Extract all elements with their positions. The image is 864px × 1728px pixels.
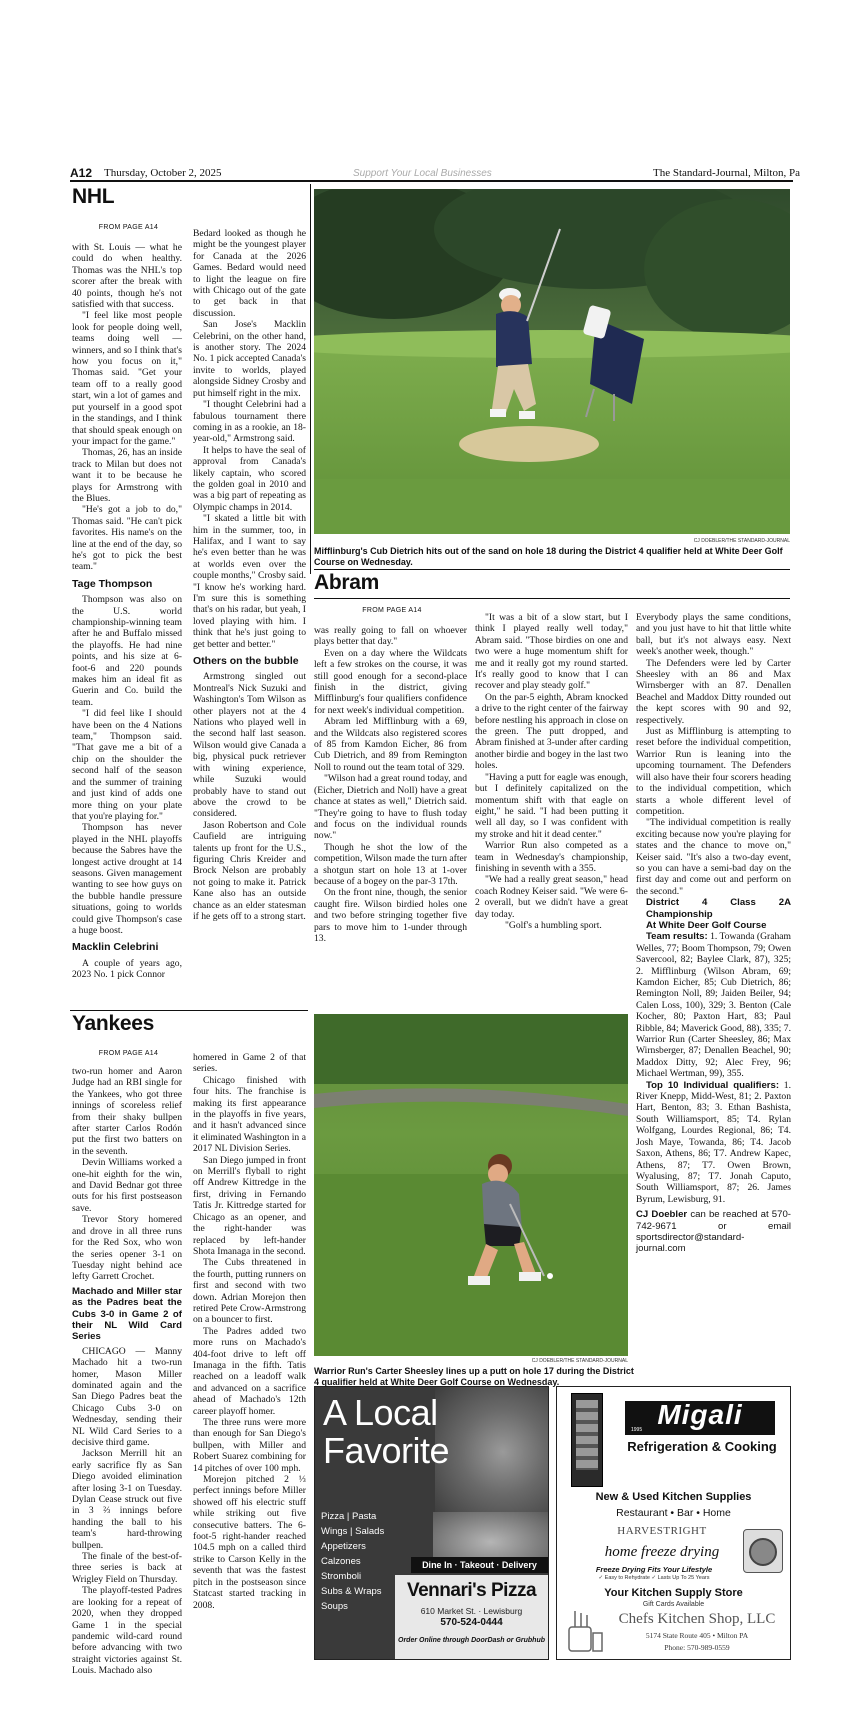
- paragraph: Everybody plays the same conditions, and you just have to hit that little white ball, but it's not always easy. Next week's another week, though.": [636, 612, 791, 658]
- fridge-shelves: [576, 1400, 598, 1470]
- fridge-image: [571, 1393, 603, 1487]
- paragraph: "Golf's a humbling sport.: [505, 919, 602, 931]
- paragraph: The Defenders were led by Carter Sheesley with an 86 and Max Wirnsberger with an 87. Denallen Beachel and Maddox Ditty rounded out the kept scores with 90 and 92, respectively.: [636, 657, 791, 726]
- paragraph: Chicago finished with four hits. The franchise is making its first appearance in the playoffs in five years, and it hasn't advanced since it eliminated Washington in a 2017 NL Division Series.: [193, 1074, 306, 1155]
- paragraph: The Padres added two more runs on Machado's 404-foot drive to left off Imanaga in the fifth. Tatis reached on a leadoff walk and advanced on a sacrifice ahead of Machado's 12th career playoff homer.: [193, 1325, 306, 1417]
- team-results: 1. Towanda (Graham Welles, 77; Boom Thompson, 79; Owen Savercool, 82; Baylee Clark, 87), 325; 2. Mifflinburg (Wilson Abram, 69; Kamdon Eicher, 85; Cub Dietrich, 86; Remington Noll, 89; Jaiden Beiler, 94; Calen Loss, 100), 329; 3. Benton (Cale Kocher, 80; Paxton Hart, 83; Paul Ribble, 84; Maverick Good, 88), 335; 7. Warrior Run (Carter Sheesley, 86; Max Wirnsberger, 87; Denallen Beachel, 90; Maddox Ditty, 92; Alec Frey, 96; Michael Wertman, 99), 355.: [636, 931, 792, 1080]
- photo1-caption: Mifflinburg's Cub Dietrich hits out of the sand on hole 18 during the District 4 qualifier held at White Deer Golf Course on Wednesday.: [314, 546, 783, 567]
- dryer-door: [749, 1538, 777, 1566]
- freeze-slogan: Freeze Drying Fits Your Lifestyle: [595, 1565, 713, 1574]
- author-contact: can be reached at 570-742-9671 or email sportsdirector@standard-journal.com: [636, 1209, 791, 1255]
- results-title: District 4 Class 2A Championship: [646, 897, 791, 920]
- yankees-column-2: [193, 1052, 306, 1611]
- results-location: At White Deer Golf Course: [646, 919, 767, 931]
- paragraph: Thompson was also on the U.S. world championship-winning team after he and Buffalo missed the playoffs. He had nine points, and his size at 6-foot-6 and 220 pounds makes him an ideal fit as Guerin and Co. build the team.: [72, 594, 182, 708]
- paragraph: San Jose's Macklin Celebrini, on the other hand, is another story. The 2024 No. 1 pick accepted Canada's invite to worlds, played alongside Sidney Crosby and put himself right in the mix.: [193, 319, 306, 399]
- pizza-image: [435, 1387, 548, 1517]
- paragraph: "It was a bit of a slow start, but I think I played really well today," Abram said. "Those birdies on one and two were a huge momentum shift for me and it really got my round started. It's really good to know that I can recover and play steady golf.": [475, 612, 628, 692]
- ad-address: 610 Market St. · Lewisburg: [420, 1606, 523, 1616]
- abram-column-3: [636, 612, 791, 1255]
- shop-phone: Phone: 570-989-0559: [664, 1643, 730, 1652]
- author-name: CJ Doebler: [636, 1209, 688, 1221]
- nhl-column-2: [193, 228, 306, 922]
- menu-item: Stromboli: [321, 1571, 362, 1582]
- abram-from-page: FROM PAGE A14: [362, 607, 422, 614]
- store-tagline: Your Kitchen Supply Store: [604, 1587, 743, 1599]
- header-tagline: Support Your Local Businesses: [353, 168, 492, 179]
- harvestright-logo: HARVESTRIGHT: [617, 1525, 707, 1537]
- team-results-label: Team results:: [646, 931, 708, 943]
- paragraph: CHICAGO — Manny Machado hit a two-run homer, Mason Miller dominated again and the San Diego Padres beat the Chicago Cubs 3-0 on Wednesday, sending their NL Wild Card Series to a decisive third game.: [72, 1345, 182, 1448]
- paragraph: "I thought Celebrini had a fabulous tournament there coming in as a rookie, an 18-year-old," Armstrong said.: [193, 399, 306, 445]
- paper-name: The Standard-Journal, Milton, Pa: [653, 167, 800, 179]
- paragraph: "Having a putt for eagle was enough, but I definitely capitalized on the momentum shift with that eagle on eight," he said. "I had been putting it well all day, so I was confident with my stroke and hit it dead center.": [475, 771, 628, 840]
- freeze-dryer-image: [743, 1529, 783, 1573]
- menu-item: Wings | Salads: [321, 1526, 385, 1537]
- subhead-padres: Machado and Miller star as the Padres beat the Cubs 3-0 in Game 2 of their NL Wild Card Series: [72, 1285, 182, 1343]
- paragraph: Abram led Mifflinburg with a 69, and the Wildcats also registered scores of 85 from Kamdon Eicher, 86 from Cub Dietrich, and 89 from Remington Noll to round out the team total of 329.: [314, 716, 467, 773]
- yankees-column-1: [72, 1066, 182, 1677]
- subhead-macklin-celebrini: Macklin Celebrini: [72, 941, 159, 954]
- paragraph: "We had a really great season," head coach Rodney Keiser said. "We were 6-2 overall, but we didn't have a great day today.: [475, 874, 628, 920]
- paragraph: Devin Williams worked a one-hit eighth for the win, and David Bednar got three outs for his first postseason save.: [72, 1157, 182, 1214]
- nhl-headline: NHL: [72, 185, 115, 208]
- migali-ad: [556, 1386, 791, 1660]
- nhl-column-1: [72, 242, 182, 981]
- photo1-credit: CJ DOEBLER/THE STANDARD-JOURNAL: [693, 538, 790, 544]
- shop-address: 5174 State Route 405 • Milton PA: [645, 1631, 749, 1640]
- ad-restaurant-name: Vennari's Pizza: [406, 1580, 537, 1601]
- paragraph: Though he shot the low of the competition, Wilson made the turn after a shotgun start on hole 13 at 1-over because of a bogey on the par-3 17th.: [314, 841, 467, 887]
- paragraph: Jason Robertson and Cole Caufield are intriguing talents up front for the U.S., figuring Chris Kreider and Brock Nelson are probably not going to make it. Patrick Kane also has an outside chance as an elder statesman if he gets off to a strong start.: [193, 819, 306, 922]
- paragraph: The finale of the best-of-three series is back at Wrigley Field on Thursday.: [72, 1551, 182, 1585]
- paragraph: The three runs were more than enough for San Diego's bullpen, with Miller and Robert Suarez combining for 14 pitches of over 100 mph.: [193, 1417, 306, 1474]
- paragraph: On the par-5 eighth, Abram knocked a drive to the right center of the fairway before nestling his approach in close on the green. The putt dropped, and Abram finished at 3-under after carding another birdie and bogey in the last two holes.: [475, 691, 628, 772]
- nhl-col1-a: [72, 242, 182, 573]
- migali-logo: [625, 1401, 775, 1435]
- migali-brand: Migali: [657, 1399, 743, 1430]
- paragraph: Morejon pitched 2 ⅓ perfect innings before Miller showed off his electric stuff while striking out five consecutive batters. The 6-foot-5 right-hander reached 104.5 mph on a called third strike to Carson Kelly in the seventh that was the fastest pitch in the postseason since Statcast started tracking in 2008.: [193, 1474, 306, 1611]
- paragraph: "The individual competition is really exciting because now you're playing for states and the chance to move on," Keiser said. "It's also a two-day event, so you can have a semi-bad day on the first day and come out and perform on the second.": [636, 817, 791, 897]
- ad-menu-list: [321, 1509, 385, 1614]
- gift-cards: Gift Cards Available: [642, 1601, 705, 1608]
- paragraph: The playoff-tested Padres are looking for a repeat of 2020, when they dropped Game 1 in the special pandemic wild-card round before advancing with two straight victories against St. Louis. Machado also: [72, 1585, 182, 1677]
- menu-item: Pizza | Pasta: [321, 1511, 377, 1522]
- paragraph: Armstrong singled out Montreal's Nick Suzuki and Washington's Tom Wilson as other players not at the 4 Nations who played well in the second half last season. Wilson would give Canada a big, physical puck retriever with wining experience, while Suzuki would probably have to stand out above the crowd to be considered.: [193, 671, 306, 820]
- paragraph: Thomas, 26, has an inside track to Milan but does not want it to be because he plays for Armstrong with the Blues.: [72, 447, 182, 504]
- nhl-col1-b: [72, 594, 182, 936]
- paragraph: Warrior Run also competed as a team in Wednesday's championship, finishing in seventh with a 355.: [475, 840, 628, 874]
- paragraph: "I skated a little bit with him in the summer, too, in Halifax, and I want to say he's even better than he was at worlds even over the couple months," Crosby said. "I know he's working hard. I'm sure this is something that's on his radar, but yeah, I loved playing with him. I think that he's just going to get better and better.": [193, 513, 306, 650]
- categories-line: Restaurant • Bar • Home: [616, 1507, 731, 1519]
- kitchen-tools-drawing: [565, 1609, 605, 1653]
- kitchen-tools-icon: [565, 1609, 605, 1653]
- section-rule: [70, 1010, 308, 1011]
- paragraph: was really going to fall on whoever plays better that day.": [314, 625, 467, 648]
- abram-headline: Abram: [314, 571, 380, 594]
- ad-order-online: Order Online through DoorDash or Grubhub: [398, 1637, 545, 1644]
- shop-name: Chefs Kitchen Shop, LLC: [618, 1611, 776, 1627]
- golf-photo-sand-shot: [314, 189, 790, 534]
- photo2-caption: Warrior Run's Carter Sheesley lines up a putt on hole 17 during the District 4 qualifier held at White Deer Golf Course on Wednesday.: [314, 1366, 634, 1387]
- paragraph: "He's got a job to do," Thomas said. "He can't pick favorites. His name's on the line at the end of the day, so he's got to pick the best team.": [72, 504, 182, 573]
- abram-column-1: [314, 625, 467, 944]
- photo-illustration: [314, 1014, 628, 1356]
- paragraph: Just as Mifflinburg is attempting to reset before the individual competition, Warrior Run is leaning into the upcoming tournament. The Defenders will also have their four scorers heading to the individual competition, which starts a whole different level of competition.: [636, 726, 791, 817]
- column-rule: [310, 184, 311, 574]
- issue-date: Thursday, October 2, 2025: [104, 167, 222, 179]
- paragraph: "I did feel like I should have been on the 4 Nations team," Thompson said. "That gave me a bit of a chip on the shoulder the second half of the season and the summer of training and just kind of adds one more thing on your plate that you're playing for.": [72, 708, 182, 822]
- abram-column-2: [475, 612, 628, 931]
- section-rule: [314, 569, 790, 570]
- ad-phone: 570-524-0444: [440, 1617, 503, 1628]
- paragraph: On the front nine, though, the senior caught fire. Wilson birdied holes one and two before stringing together five pars to move him to 1-under through 13.: [314, 887, 467, 944]
- header-rule: [70, 180, 793, 182]
- menu-item: Subs & Wraps: [321, 1586, 382, 1597]
- section-rule: [314, 598, 790, 599]
- ad-headline-line2: Favorite: [323, 1430, 450, 1471]
- paragraph: Trevor Story homered and drove in all three runs for the Red Sox, who won the series opener 3-1 on Tuesday night behind ace lefty Garrett Crochet.: [72, 1214, 182, 1283]
- menu-item: Soups: [321, 1601, 348, 1612]
- nhl-from-page: FROM PAGE A14: [98, 224, 159, 231]
- menu-item: Appetizers: [321, 1541, 366, 1552]
- paragraph: Bedard looked as though he might be the youngest player for Canada at the 2026 Games. Bedard would need to light the league on fire with Chicago out of the gate to get back in that discussion.: [193, 228, 306, 319]
- photo-illustration: [314, 189, 790, 534]
- supplies-line: New & Used Kitchen Supplies: [595, 1491, 752, 1503]
- paragraph: two-run homer and Aaron Judge had an RBI single for the Yankees, who got three innings of scoreless relief from their shaky bullpen after starter Carlos Rodón put the first two batters on in the seventh.: [72, 1066, 182, 1157]
- paragraph: Thompson has never played in the NHL playoffs because the Sabres have the longest active drought at 14 seasons. Given management wanting to see how guys on the bubble handle pressure situations, going to worlds could give Thompson's case a huge boost.: [72, 822, 182, 936]
- paragraph: It helps to have the seal of approval from Canada's likely captain, who scored the golden goal in 2010 and was a big part of repeating as Olympic champs in 2014.: [193, 444, 306, 513]
- migali-tagline: Refrigeration & Cooking: [627, 1439, 777, 1454]
- individual-results-label: Top 10 Individual qualifiers:: [646, 1079, 780, 1091]
- individual-results: 1. River Knepp, Midd-West, 81; 2. Paxton Hart, Benton, 83; 3. Ethan Bashista, South Williamsport, 85; T4. Rylan Wolfgang, Lourdes Regional, 86; T4. Josh Maye, Towanda, 86; T4. Jacob Saxon, Athens, 86; T7. Andrew Kapec, Athens, 87; T7. Owen Brown, Wyalusing, 87; T7. Jonah Caputo, South Williamsport, 87; 26. James Byrum, Lewisburg, 91.: [636, 1079, 791, 1205]
- subhead-tage-thompson: Tage Thompson: [72, 577, 153, 590]
- freeze-benefits: ✓ Easy to Rehydrate ✓ Lasts Up To 25 Years: [598, 1575, 710, 1581]
- migali-since: 1995: [631, 1427, 643, 1433]
- paragraph: homered in Game 2 of that series.: [193, 1052, 306, 1075]
- paragraph: Even on a day where the Wildcats left a few strokes on the course, it was still good enough for a second-place finish in the district, giving Mifflinburg's four qualifiers confidence for next week's individual competition.: [314, 647, 467, 716]
- paragraph: San Diego jumped in front on Merrill's flyball to right off Andrew Kittredge in the first, driving in Fernando Tatis Jr. Kittredge started for Chicago as an opener, and the right-hander was replaced by left-hander Shota Imanaga in the second.: [193, 1154, 306, 1257]
- subhead-others-on-the-bubble: Others on the bubble: [193, 655, 299, 668]
- paragraph: "I feel like most people look for people doing well, teams doing well — winners, and so I think that's how you focus on it," Thomas said. "Get your team off to a really good start, win a lot of games and put yourself in a good spot in the standings, and I think that should speak enough on your impact for the game.": [72, 310, 182, 447]
- menu-item: Calzones: [321, 1556, 361, 1567]
- yankees-from-page: FROM PAGE A14: [98, 1050, 159, 1057]
- paragraph: The Cubs threatened in the fourth, putting runners on first and second with two down. Adrian Morejon then retired Pete Crow-Armstrong on a bouncer to first.: [193, 1257, 306, 1326]
- ad-headline-line1: A Local: [323, 1392, 438, 1433]
- paragraph: A couple of years ago, 2023 No. 1 pick Connor: [72, 957, 182, 981]
- paragraph: with St. Louis — what he could do when healthy. Thomas was the NHL's top scorer after the break with 40 points, though he's not satisfied with that success.: [72, 242, 182, 311]
- paragraph: Jackson Merrill hit an early sacrifice fly as San Diego avoided elimination after losing 3-1 on Tuesday. Dylan Cease struck out five in 3 ⅔ innings before handing the ball to his team's hard-throwing bullpen.: [72, 1448, 182, 1551]
- paragraph: "Wilson had a great round today, and (Eicher, Dietrich and Noll) have a great chance at states as well," Dietrich said. "They're going to have to flush today and focus on the individual rounds now.": [314, 773, 467, 842]
- ad-service-banner: Dine In · Takeout · Delivery: [411, 1557, 548, 1573]
- yankees-headline: Yankees: [72, 1012, 154, 1035]
- vennaris-ad: [314, 1386, 549, 1660]
- product-line: home freeze drying: [604, 1544, 720, 1560]
- golf-photo-putt: [314, 1014, 628, 1356]
- photo2-credit: CJ DOEBLER/THE STANDARD-JOURNAL: [531, 1358, 628, 1364]
- page-number: A12: [70, 166, 93, 180]
